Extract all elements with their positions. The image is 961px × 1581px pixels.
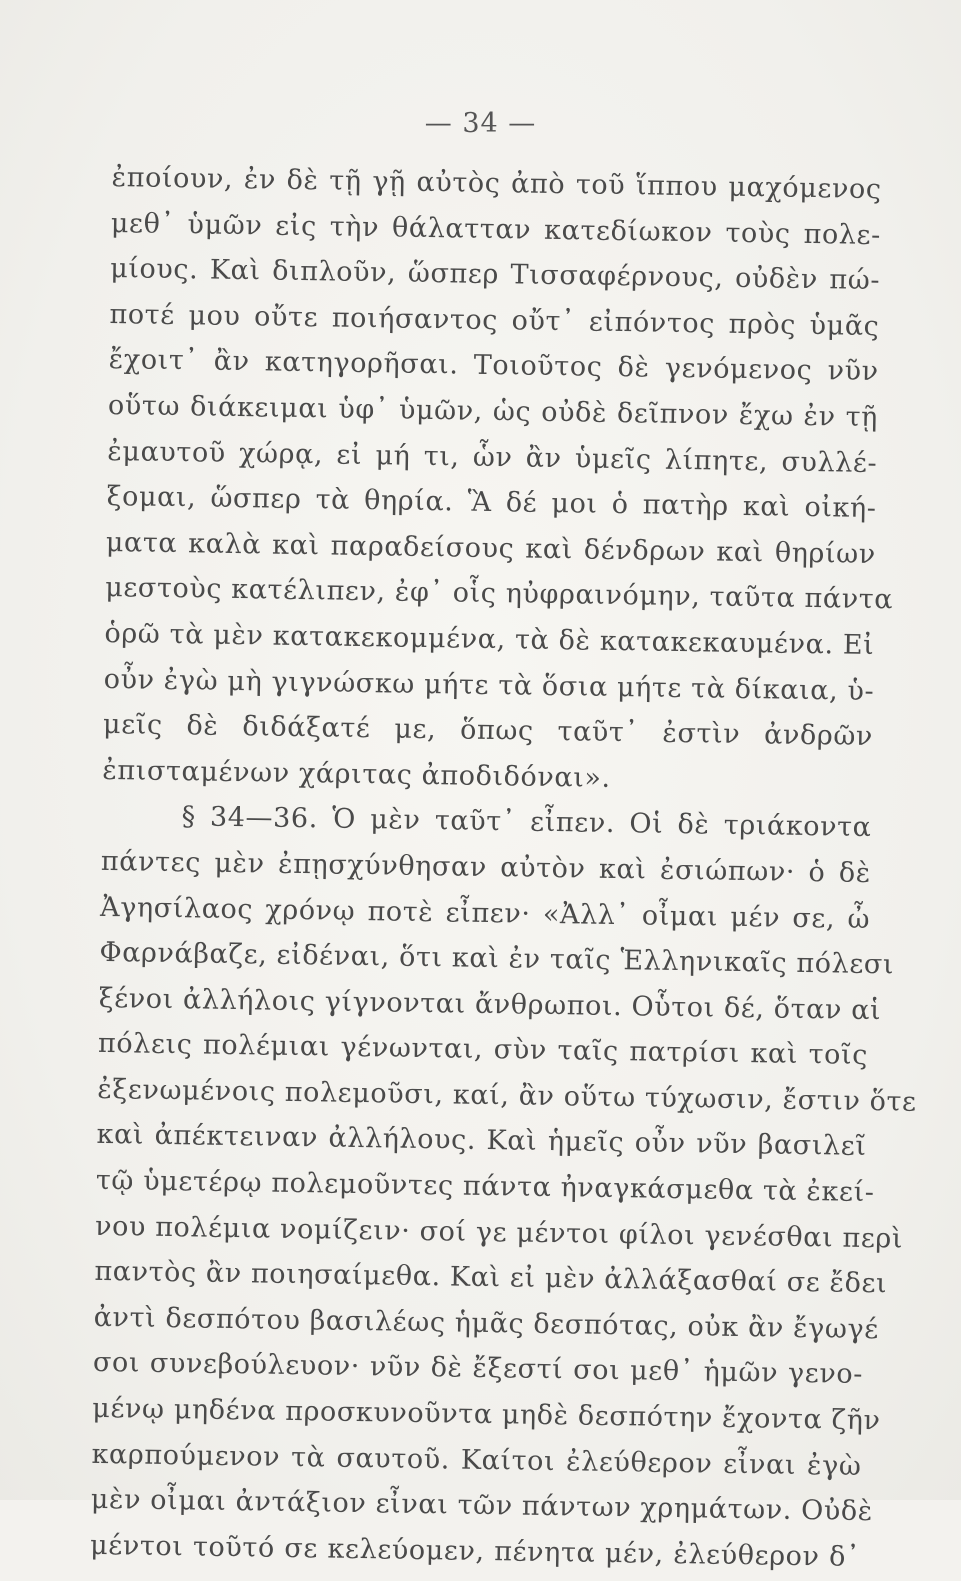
text-line: ξένοι ἀλλήλοις γίγνονται ἄνθρωποι. Οὗτοι δέ, ὅταν αἱ	[98, 982, 882, 1026]
text-line: μὲν οἶμαι ἀντάξιον εἶναι τῶν πάντων χρημάτων. Οὐδὲ	[90, 1484, 874, 1528]
text-line: μεῖς δὲ διδάξατέ με, ὅπως ταῦτ᾽ ἐστὶν ἀνδρῶν ἐπισταμένων χάριτας ἀποδιδόναι».	[102, 709, 874, 794]
section-line: § 34—36. Ὁ μὲν ταῦτ᾽ εἶπεν. Οἱ δὲ τριάκοντα	[181, 801, 872, 844]
text-line: ποτέ μου οὔτε ποιήσαντος οὔτ᾽ εἰπόντος πρὸς ὑμᾶς	[109, 298, 880, 342]
text-line: πόλεις πολέμιαι γένωνται, σὺν ταῖς πατρίσι καὶ τοῖς	[97, 1028, 869, 1072]
text-line: οὕτω διάκειμαι ὑφ᾽ ὑμῶν, ὡς οὐδὲ δεῖπνον ἔχω ἐν τῇ	[107, 389, 879, 434]
text-line: καρπούμενον τὰ σαυτοῦ. Καίτοι ἐλεύθερον εἶναι ἐγὼ	[91, 1438, 862, 1482]
text-line: ἔχοιτ᾽ ἂν κατηγορῆσαι. Τοιοῦτος δὲ γενόμενος νῦν	[108, 344, 879, 388]
text-line: καὶ ἀπέκτειναν ἀλλήλους. Καὶ ἡμεῖς οὖν νῦν βασιλεῖ	[96, 1119, 867, 1163]
text-line: ἐμαυτοῦ χώρᾳ, εἰ μή τι, ὧν ἂν ὑμεῖς λίπητε, συλλέ-	[107, 435, 878, 479]
text-line: ξομαι, ὥσπερ τὰ θηρία. Ἃ δέ μοι ὁ πατὴρ καὶ οἰκή-	[106, 481, 877, 525]
text-line: νου πολέμια νομίζειν· σοί γε μέντοι φίλοι γενέσθαι περὶ	[94, 1210, 904, 1255]
text-line: ὁρῶ τὰ μὲν κατακεκομμένα, τὰ δὲ κατακεκαυμένα. Εἰ	[104, 617, 875, 661]
body-text	[89, 155, 917, 1580]
text-line: ματα καλὰ καὶ παραδείσους καὶ δένδρων καὶ θηρίων	[105, 526, 877, 570]
text-line: ἐξενωμένοις πολεμοῦσι, καί, ἂν οὕτω τύχωσιν, ἔστιν ὅτε	[97, 1073, 917, 1118]
text-line: οὖν ἐγὼ μὴ γιγνώσκω μήτε τὰ ὅσια μήτε τὰ δίκαια, ὑ-	[103, 663, 875, 707]
page-number: — 34 —	[424, 108, 537, 139]
text-line: τῷ ὑμετέρῳ πολεμοῦντες πάντα ἠναγκάσμεθα τὰ ἐκεί-	[95, 1164, 875, 1209]
text-line: ἀντὶ δεσπότου βασιλέως ἡμᾶς δεσπότας, οὐκ ἂν ἔγωγέ	[93, 1301, 880, 1346]
text-line: Φαρνάβαζε, εἰδέναι, ὅτι καὶ ἐν ταῖς Ἑλληνικαῖς πόλεσι	[99, 936, 895, 981]
text-line: μένῳ μηδένα προσκυνοῦντα μηδὲ δεσπότην ἔχοντα ζῆν	[92, 1392, 881, 1437]
text-line: Ἀγησίλαος χρόνῳ ποτὲ εἶπεν· «Ἀλλ᾽ οἶμαι μέν σε, ὦ	[99, 891, 871, 935]
text-line: μέντοι τοῦτό σε κελεύομεν, πένητα μέν, ἐλεύθερον δ᾽	[89, 1529, 861, 1573]
text-line: μεστοὺς κατέλιπεν, ἐφ᾽ οἷς ηὐφραινόμην, ταῦτα πάντα	[104, 572, 894, 616]
text-line: μεθ᾽ ὑμῶν εἰς τὴν θάλατταν κατεδίωκον τοὺς πολε-	[110, 207, 882, 251]
text-line: σοι συνεβούλευον· νῦν δὲ ἔξεστί σοι μεθ᾽ ἡμῶν γενο-	[92, 1347, 864, 1391]
text-line: πάντες μὲν ἐπῃσχύνθησαν αὐτὸν καὶ ἐσιώπων· ὁ δὲ	[100, 845, 872, 889]
text-line: ἐποίουν, ἐν δὲ τῇ γῇ αὐτὸς ἀπὸ τοῦ ἵππου μαχόμενος	[111, 161, 882, 206]
text-line: μίους. Καὶ διπλοῦν, ὥσπερ Τισσαφέρνους, οὐδὲν πώ-	[109, 253, 881, 297]
text-line: παντὸς ἂν ποιησαίμεθα. Καὶ εἰ μὲν ἀλλάξασθαί σε ἔδει	[94, 1256, 888, 1300]
